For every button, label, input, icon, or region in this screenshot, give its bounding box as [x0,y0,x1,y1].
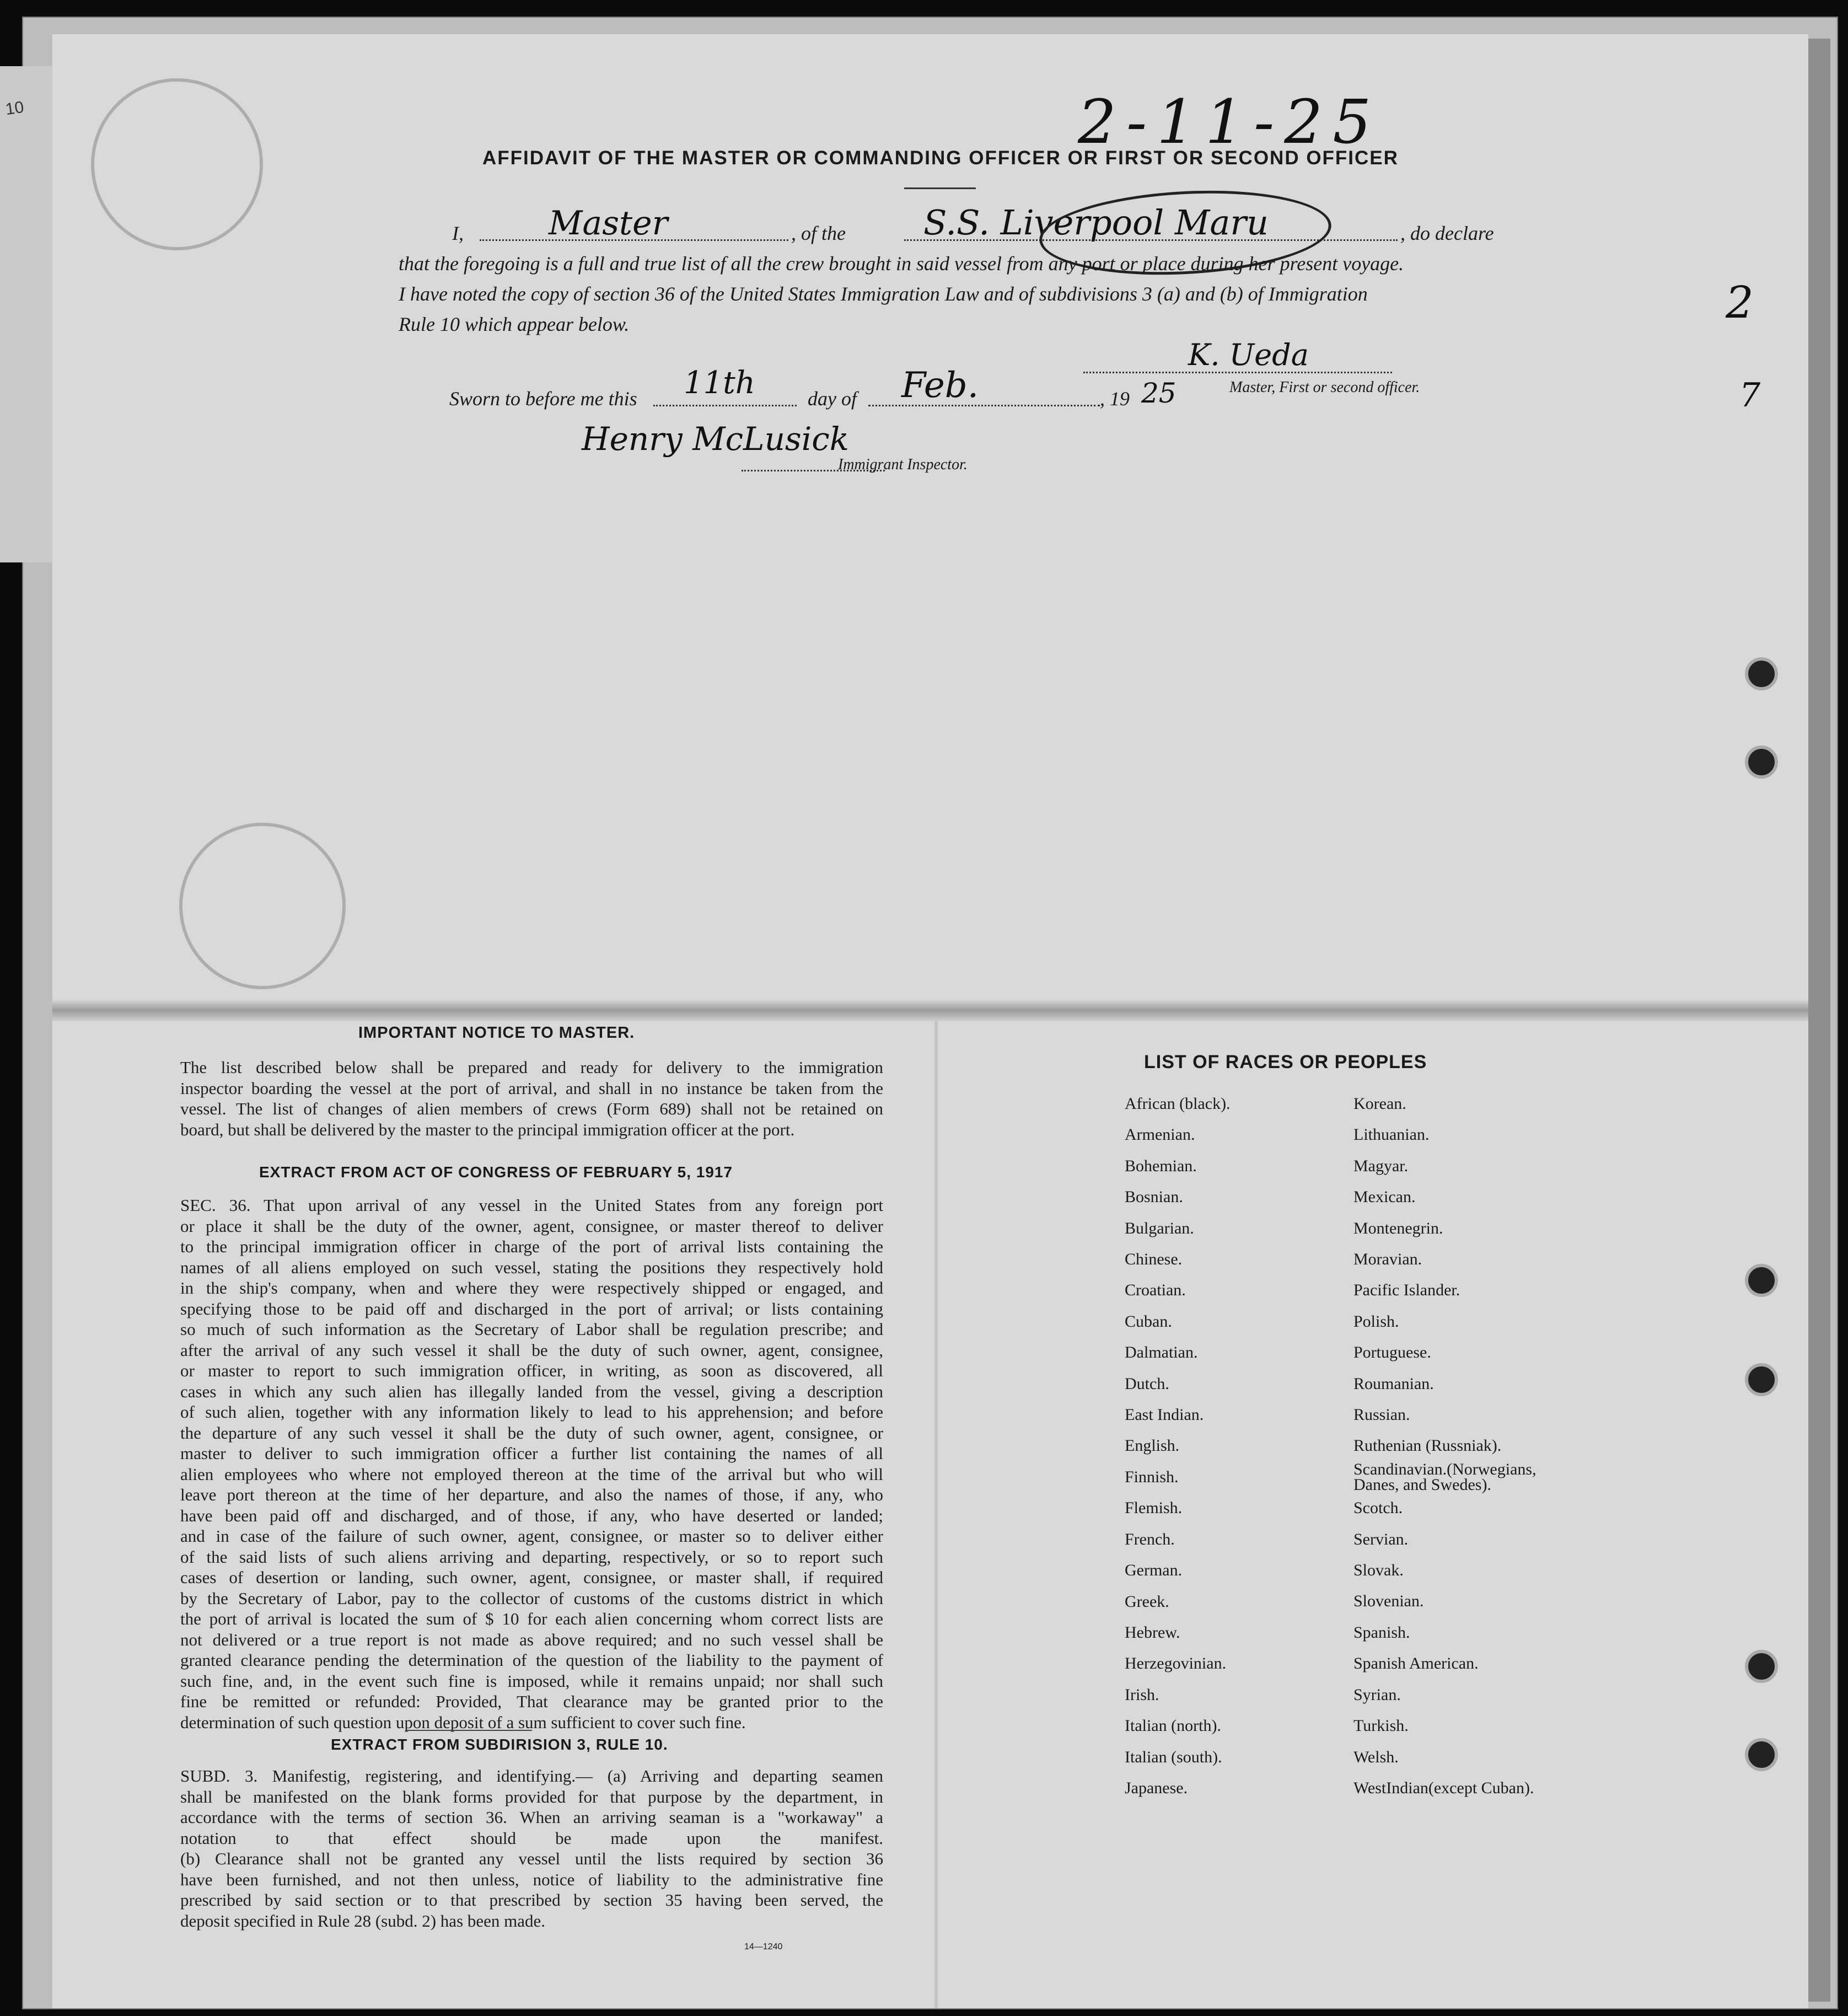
vertical-fold [934,1021,938,2008]
page-fold [52,999,1808,1021]
act-line: cases in which any such alien has illegally landed from the vessel, giving a description [180,1381,883,1401]
rank-handwritten: Master [549,204,668,243]
punch-hole [1745,1264,1778,1297]
race-item: Cuban. [1125,1312,1172,1331]
race-item: Bohemian. [1125,1156,1197,1175]
race-item: Portuguese. [1353,1343,1431,1362]
declaration-line-3: Rule 10 which appear below. [399,313,630,335]
affidavit-title: AFFIDAVIT OF THE MASTER OR COMMANDING OFFICER OR FIRST OR SECOND OFFICER [482,147,1399,169]
act-line: alien employees who where not employed thereon at the time of the arrival but who will [180,1464,883,1484]
punch-hole [1745,1738,1778,1771]
race-item: Syrian. [1353,1685,1401,1704]
faint-seal-stamp-bottom [179,823,346,989]
race-item: Welsh. [1353,1747,1399,1766]
act-line: cases of desertion or landing, such owner, agent, consignee, or master shall, if required [180,1568,883,1587]
race-item: Finnish. [1125,1467,1179,1486]
race-item: Dutch. [1125,1374,1169,1393]
race-item: East Indian. [1125,1406,1204,1424]
punch-hole [1745,1363,1778,1396]
declaration-line-2: I have noted the copy of section 36 of the United States Immigration Law and of subdivisions 3 (a) and (b) of Immigration [399,283,1368,305]
race-item: French. [1125,1530,1175,1548]
race-item: Italian (north). [1125,1717,1221,1735]
race-item: Montenegrin. [1353,1219,1443,1237]
act-line: have been paid off and discharged, and of those, if any, who have deserted or landed; [180,1505,883,1525]
title-rule [904,187,976,189]
race-item: Dalmatian. [1125,1343,1198,1362]
of-the-label: , of the [791,222,846,244]
races-left-column [1125,1089,1231,1804]
margin-mark-7: 7 [1739,376,1761,415]
race-item: Mexican. [1353,1188,1416,1207]
punch-hole [1745,746,1778,779]
punch-hole [1745,1650,1778,1683]
race-item: Slovenian. [1353,1592,1424,1611]
left-attached-strip [0,66,58,562]
punch-hole [1745,657,1778,690]
extract-act-title: EXTRACT FROM ACT OF CONGRESS OF FEBRUARY 5, 1917 [259,1164,733,1181]
vessel-name-handwritten: S.S. Liverpool Maru [923,202,1269,243]
rule-line: (b) Clearance shall not be granted any vessel until the lists required by section 36 [180,1849,883,1868]
race-item: German. [1125,1561,1183,1580]
races-title: LIST OF RACES OR PEOPLES [1144,1052,1427,1073]
notice-paragraph [180,1057,883,1140]
race-item: Japanese. [1125,1778,1188,1797]
rule-line: shall be manifested on the blank forms provided for that purpose by the department, in [180,1787,883,1806]
rule-line: SUBD. 3. Manifestig, registering, and identifying.— (a) Arriving and departing seamen [180,1766,883,1786]
act-line: determination of such question upon deposit of a sum sufficient to cover such fine. [180,1712,746,1732]
race-item: Lithuanian. [1353,1125,1430,1144]
inspector-caption: Immigrant Inspector. [838,456,968,473]
act-line: not delivered or a true report is not made as above required; and no such vessel shall be [180,1629,883,1649]
race-item: Russian. [1353,1406,1410,1424]
act-line: after the arrival of any such vessel it shall be the duty of such owner, agent, consignee, [180,1340,883,1360]
rule-line: accordance with the terms of section 36. When an arriving seaman is a "workaway" a [180,1808,883,1827]
handwritten-date: 2-11-25 [1078,87,1382,157]
race-item: Italian (south). [1125,1747,1222,1766]
race-item: Slovak. [1353,1561,1404,1580]
day-line [653,405,797,406]
race-item: Servian. [1353,1530,1409,1548]
extract-act-paragraph [180,1195,883,1733]
act-line: or master to report to such immigration officer, in writing, as soon as discovered, all [180,1361,883,1380]
race-item: Croatian. [1125,1281,1186,1300]
day-of-label: day of [808,388,857,410]
margin-mark-2: 2 [1726,277,1754,328]
officer-caption: Master, First or second officer. [1229,379,1420,396]
rule-line: have been furnished, and not then unless, notice of liability to the administrative fine [180,1869,883,1889]
declaration-line-1: that the foregoing is a full and true list of all the crew brought in said vessel from any port or place during her present voyage. [399,253,1404,275]
act-line: the port of arrival is located the sum of $ 10 for each alien concerning whom correct lists are [180,1609,883,1628]
officer-signature: K. Ueda [1188,337,1309,372]
rule-line: prescribed by said section or to that prescribed by section 35 having been served, the [180,1890,883,1910]
race-item: Greek. [1125,1592,1169,1611]
act-line: so much of such information as the Secretary of Labor shall be regulation prescribe; and [180,1320,883,1339]
extract-rule-title: EXTRACT FROM SUBDIRISION 3, RULE 10. [331,1736,668,1753]
act-line: of the said lists of such aliens arriving and departing, respectively, or so to report such [180,1547,883,1567]
race-item: Magyar. [1353,1156,1409,1175]
inspector-signature: Henry McLusick [582,420,849,458]
race-item: Moravian. [1353,1250,1422,1269]
sworn-label: Sworn to before me this [449,388,637,410]
act-line: names of all aliens employed on such vessel, stating the positions they respectively hold [180,1257,883,1277]
document-page [52,34,1808,2008]
day-handwritten: 11th [684,365,755,401]
act-line: and in case of the failure of such owner, agent, consignee, or master so to deliver either [180,1526,883,1546]
act-line: SEC. 36. That upon arrival of any vessel in the United States from any foreign port [180,1195,883,1215]
race-item: African (black). [1125,1095,1231,1113]
act-line: by the Secretary of Labor, pay to the collector of customs of the customs district in which [180,1588,883,1608]
race-item: Polish. [1353,1312,1399,1331]
act-line: master to deliver to such immigration officer a further list containing the names of all [180,1444,883,1463]
section-rule [405,1730,532,1731]
notice-line: inspector boarding the vessel at the port of arrival, and shall in no instance be taken from the [180,1078,883,1098]
act-line: leave port thereon at the time of her departure, and also the names of those, if any, who [180,1485,883,1504]
act-line: the departure of any such vessel it shall be the duty of such owner, agent, consignee, or [180,1423,883,1443]
races-right-column [1353,1089,1552,1804]
act-line: of such alien, together with any information likely to lead to his apprehension; and before [180,1402,883,1422]
act-line: to the principal immigration officer in charge of the port of arrival lists containing the [180,1237,883,1256]
race-item: Korean. [1353,1095,1406,1113]
race-item: Spanish. [1353,1623,1410,1642]
rule-line: deposit specified in Rule 28 (subd. 2) has been made. [180,1911,546,1931]
act-line: in the ship's company, when and where they were respectively shipped or engaged, and [180,1278,883,1297]
race-item: Chinese. [1125,1250,1183,1269]
declare-label: , do declare [1400,222,1494,244]
rule-line: notation to that effect should be made upon the manifest. [180,1828,883,1848]
act-line: fine be remitted or refunded: Provided, That clearance may be granted prior to the [180,1692,883,1711]
race-item: Armenian. [1125,1125,1195,1144]
race-item: English. [1125,1436,1180,1455]
year-prefix: , 19 [1100,388,1130,410]
notice-line: board, but shall be delivered by the master to the principal immigration officer at the port. [180,1119,795,1139]
race-item: Scotch. [1353,1499,1403,1518]
extract-rule-paragraph [180,1766,883,1931]
month-handwritten: Feb. [901,365,979,406]
race-item: Irish. [1125,1685,1159,1704]
i-label: I, [452,222,464,244]
notice-line: vessel. The list of changes of alien members of crews (Form 689) shall not be retained on [180,1099,883,1118]
faint-seal-stamp-top [91,78,263,250]
act-line: specifying those to be paid off and discharged in the port of arrival; or lists containing [180,1299,883,1318]
notice-line: The list described below shall be prepared and ready for delivery to the immigration [180,1058,883,1077]
form-tab-number: 10 [4,98,25,119]
act-line: granted clearance pending the determination of the question of the liability to the payment of [180,1650,883,1670]
race-item: Pacific Islander. [1353,1281,1460,1300]
race-item: Hebrew. [1125,1623,1180,1642]
race-item: Roumanian. [1353,1374,1434,1393]
race-item: Bosnian. [1125,1188,1183,1207]
race-item: WestIndian(except Cuban). [1353,1778,1534,1797]
race-item: Herzegovinian. [1125,1654,1227,1673]
race-item: Flemish. [1125,1499,1183,1518]
notice-title: IMPORTANT NOTICE TO MASTER. [358,1024,635,1042]
race-item: Spanish American. [1353,1654,1479,1673]
form-code: 14—1240 [744,1942,783,1951]
act-line: such fine, and, in the event such fine is imposed, while it remains unpaid; nor shall such [180,1671,883,1691]
race-item: Turkish. [1353,1717,1409,1735]
race-item: Bulgarian. [1125,1219,1194,1237]
race-item: Ruthenian (Russniak). [1353,1436,1502,1455]
year-handwritten: 25 [1141,377,1177,409]
act-line: or place it shall be the duty of the owner, agent, consignee, or master thereof to deliver [180,1216,883,1236]
race-item: Scandinavian.(Norwegians, Danes, and Swedes). [1353,1460,1537,1494]
